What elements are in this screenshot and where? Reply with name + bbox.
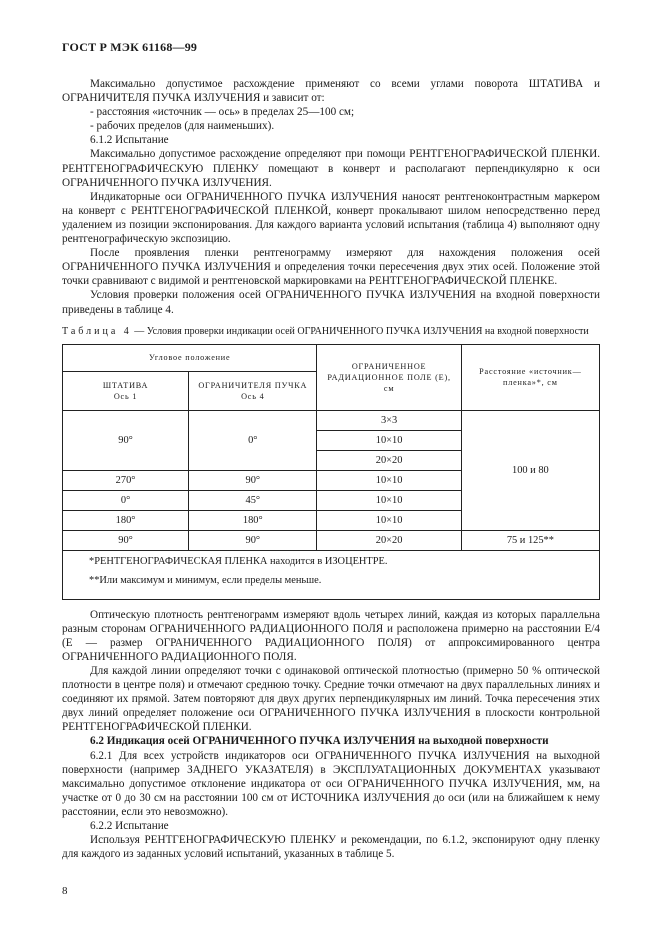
- paragraph: Оптическую плотность рентгенограмм измеряют вдоль четырех линий, каждая из которых параллельна разным сторонам ОГРАНИЧЕННОГО РАДИАЦИОННОГО ПОЛЯ и расположена примерно на расстоянии E/4 (E — размер ОГРАНИЧЕННОГО РАДИАЦИОННОГО ПОЛЯ) от аппроксимированного центра ОГРАНИЧЕННОГО РАДИАЦИОННОГО ПОЛЯ.: [62, 608, 600, 663]
- table-note: **Или максимум и минимум, если пределы меньше.: [63, 573, 600, 600]
- cell-shtativ: 0°: [63, 490, 189, 510]
- table-caption: [62, 326, 600, 338]
- header-shtativ: [63, 371, 189, 410]
- cell-field: 10×10: [317, 430, 461, 450]
- header-field: ОГРАНИЧЕННОЕ РАДИАЦИОННОЕ ПОЛЕ (E), см: [317, 344, 461, 410]
- cell-limiter: 180°: [189, 510, 317, 530]
- table-caption-text: — Условия проверки индикации осей ОГРАНИЧЕННОГО ПУЧКА ИЗЛУЧЕНИЯ на входной поверхности: [131, 325, 589, 337]
- header-distance: Расстояние «источник—пленка»*, см: [461, 344, 599, 410]
- subsection-heading: 6.1.2 Испытание: [90, 134, 169, 147]
- cell-limiter: 90°: [189, 530, 317, 550]
- cell-field: 20×20: [317, 450, 461, 470]
- document-header: ГОСТ Р МЭК 61168—99: [62, 40, 198, 54]
- cell-shtativ: 90°: [63, 410, 189, 470]
- paragraph: Используя РЕНТГЕНОГРАФИЧЕСКУЮ ПЛЕНКУ и рекомендации, по 6.1.2, экспонируют одну пленку для каждого из заданных условий испытаний, указанных в таблице 5.: [62, 834, 600, 861]
- header-limiter-label: ОГРАНИЧИТЕЛЯ ПУЧКА: [198, 380, 308, 390]
- cell-shtativ: 90°: [63, 530, 189, 550]
- document-page: [62, 40, 600, 861]
- list-item: - рабочих пределов (для наименьших).: [90, 120, 275, 133]
- paragraph: После проявления пленки рентгенограмму измеряют для нахождения положения осей ОГРАНИЧЕННОГО ПУЧКА ИЗЛУЧЕНИЯ и определения точки пересечения двух этих осей. Положение этой точки сравнивают с видимой и рентгеновской маркировками на РЕНТГЕНОГРАФИЧЕСКОЙ ПЛЕНКЕ.: [62, 247, 600, 288]
- page-number: 8: [62, 885, 68, 897]
- table-row: [63, 530, 600, 550]
- paragraph: Для каждой линии определяют точки с одинаковой оптической плотностью (примерно 50 % оптической плотности в центре поля) и отмечают среднюю точку. Средние точки отмечают на двух параллельных линиях и соединяют их прямой. Затем повторяют для двух других перпендикулярных им линий. Точка пересечения этих двух линий определяет положение оси ОГРАНИЧЕННОГО ПУЧКА ИЗЛУЧЕНИЯ в плоскости контрольной РЕНТГЕНОГРАФИЧЕСКОЙ ПЛЕНКИ.: [62, 664, 600, 734]
- cell-limiter: 90°: [189, 470, 317, 490]
- cell-field: 10×10: [317, 490, 461, 510]
- cell-field: 3×3: [317, 410, 461, 430]
- table-caption-label: Таблица 4: [62, 325, 132, 337]
- conditions-table: [62, 344, 600, 600]
- section-heading: 6.2 Индикация осей ОГРАНИЧЕННОГО ПУЧКА ИЗЛУЧЕНИЯ на выходной поверхности: [90, 735, 549, 748]
- cell-shtativ: 180°: [63, 510, 189, 530]
- cell-limiter: 0°: [189, 410, 317, 470]
- header-angle: Угловое положение: [63, 344, 317, 371]
- subsection-heading: 6.2.2 Испытание: [90, 820, 169, 832]
- cell-limiter: 45°: [189, 490, 317, 510]
- paragraph: Индикаторные оси ОГРАНИЧЕННОГО ПУЧКА ИЗЛУЧЕНИЯ наносят рентгеноконтрастным маркером на конверт с РЕНТГЕНОГРАФИЧЕСКОЙ ПЛЕНКОЙ, конверт прокалывают шилом непосредственно перед удалением из позиции экспонирования. Для каждого варианта условий испытания (таблица 4) выполняют одну рентгенографическую экспозицию.: [62, 190, 600, 246]
- cell-field: 10×10: [317, 470, 461, 490]
- cell-distance: 75 и 125**: [461, 530, 599, 550]
- paragraph: Максимально допустимое расхождение определяют при помощи РЕНТГЕНОГРАФИЧЕСКОЙ ПЛЕНКИ. РЕНТГЕНОГРАФИЧЕСКУЮ ПЛЕНКУ помещают в конверт и располагают перпендикулярно к оси ОГРАНИЧЕННОГО ПУЧКА ИЗЛУЧЕНИЯ.: [62, 148, 600, 189]
- cell-shtativ: 270°: [63, 470, 189, 490]
- header-shtativ-axis: Ось 1: [113, 391, 138, 401]
- paragraph: 6.2.1 Для всех устройств индикаторов оси ОГРАНИЧЕННОГО ПУЧКА ИЗЛУЧЕНИЯ на выходной поверхности (например ЗАДНЕГО УКАЗАТЕЛЯ) в ЭКСПЛУАТАЦИОННЫХ ДОКУМЕНТАХ указывают максимально допустимое отклонение индикатора от оси ОГРАНИЧЕННОГО ПУЧКА ИЗЛУЧЕНИЯ, мм, на участке от 0 до 30 см на расстоянии 100 см от ИСТОЧНИКА ИЗЛУЧЕНИЯ до оси (или на ближайшем к нему расстоянии, если это невозможно).: [62, 749, 600, 818]
- cell-field: 10×10: [317, 510, 461, 530]
- list-item: - расстояния «источник — ось» в пределах 25—100 см;: [90, 106, 355, 119]
- table-note: *РЕНТГЕНОГРАФИЧЕСКАЯ ПЛЕНКА находится в ИЗОЦЕНТРЕ.: [63, 550, 600, 573]
- cell-field: 20×20: [317, 530, 461, 550]
- paragraph: Условия проверки положения осей ОГРАНИЧЕННОГО ПУЧКА ИЗЛУЧЕНИЯ на входной поверхности приведены в таблице 4.: [62, 289, 600, 316]
- header-shtativ-label: ШТАТИВА: [102, 380, 149, 390]
- paragraph: Максимально допустимое расхождение применяют со всеми углами поворота ШТАТИВА и ОГРАНИЧИТЕЛЯ ПУЧКА ИЗЛУЧЕНИЯ и зависит от:: [62, 78, 600, 105]
- header-limiter-axis: Ось 4: [241, 391, 265, 401]
- header-limiter: [189, 371, 317, 410]
- cell-distance: 100 и 80: [461, 410, 599, 530]
